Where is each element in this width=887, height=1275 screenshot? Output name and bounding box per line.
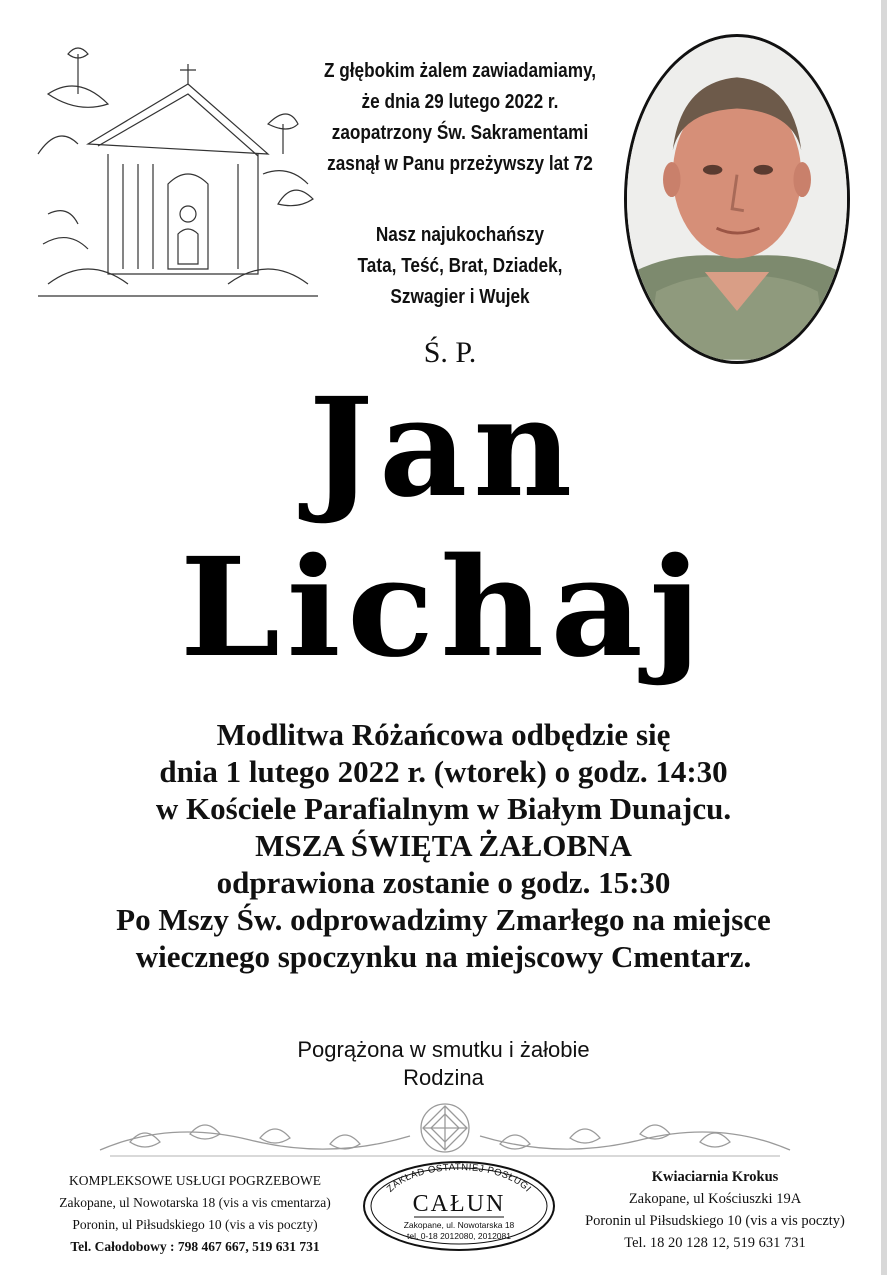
calun-stamp-logo [354,1156,564,1256]
florist-address: Poronin ul Piłsudskiego 10 (vis a vis poczty) [585,1213,845,1229]
funeral-services-address: Zakopane, ul Nowotarska 18 (vis a vis cmentarza) [59,1195,331,1210]
deceased-first-name: Jan [308,368,579,528]
svg-text:ZAKŁAD OSTATNIEJ POSŁUGI [385,1162,533,1195]
ceremony-line: MSZA ŚWIĘTA ŻAŁOBNA [255,828,632,863]
ceremony-line: Po Mszy Św. odprowadzimy Zmarłego na miejsce [116,902,771,937]
funeral-services-phone: Tel. Całodobowy : 798 467 667, 519 631 731 [70,1239,320,1254]
florist-info [560,1166,870,1254]
relations-line: Tata, Teść, Brat, Dziadek, [357,255,563,277]
ceremony-line: wiecznego spoczynku na miejscowy Cmentarz. [135,939,752,974]
ceremony-line: dnia 1 lutego 2022 r. (wtorek) o godz. 14:30 [159,754,728,789]
florist-title: Kwiaciarnia Krokus [651,1169,779,1185]
ceremony-line: odprawiona zostanie o godz. 15:30 [216,865,671,900]
stamp-phone: tel. 0-18 2012080, 2012081 [407,1231,511,1241]
intro-line: Z głębokim żalem zawiadamiamy, [323,60,597,82]
stamp-name: CAŁUN [412,1191,506,1217]
family-line: Pogrążona w smutku i żałobie [297,1037,590,1062]
florist-phone: Tel. 18 20 128 12, 519 631 731 [624,1235,806,1251]
ceremony-details [20,716,867,975]
funeral-services-title: KOMPLEKSOWE USŁUGI POGRZEBOWE [69,1173,321,1188]
funeral-services-info [20,1170,370,1258]
funeral-services-address: Poronin, ul Piłsudskiego 10 (vis a vis poczty) [72,1217,318,1232]
deceased-last-name: Lichaj [179,528,708,688]
intro-line: zasnął w Panu przeżywszy lat 72 [327,153,593,175]
family-line: Rodzina [403,1065,484,1090]
announcement-intro [314,56,606,180]
ceremony-line: w Kościele Parafialnym w Białym Dunajcu. [155,791,732,826]
stamp-address: Zakopane, ul. Nowotarska 18 [403,1220,515,1230]
intro-line: że dnia 29 lutego 2022 r. [361,91,559,113]
deceased-portrait [624,34,850,364]
family-relations [314,220,606,313]
ceremony-line: Modlitwa Różańcowa odbędzie się [216,717,671,752]
florist-address: Zakopane, ul Kościuszki 19A [628,1191,802,1207]
family-signature [200,1036,687,1092]
intro-line: zaopatrzony Św. Sakramentami [331,122,589,144]
portrait-photo [627,37,847,361]
prefix-sp: Ś. P. [423,336,477,369]
relations-line: Szwagier i Wujek [390,286,530,308]
stamp-top-text: ZAKŁAD OSTATNIEJ POSŁUGI [384,1161,534,1195]
chapel-sketch-illustration [28,34,328,316]
relations-line: Nasz najukochańszy [375,224,545,246]
